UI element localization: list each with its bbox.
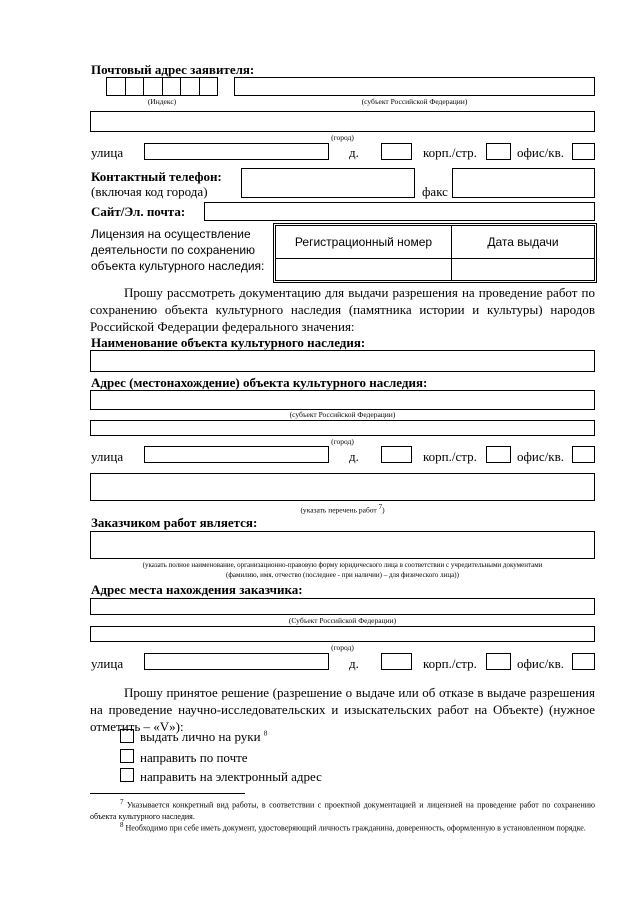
customer-caption-line2: (фамилию, имя, отчество (последнее - при наличии) – для физического лица)): [226, 571, 459, 579]
license-registration-number-cell[interactable]: [276, 259, 452, 281]
postal-city-field[interactable]: [90, 111, 595, 132]
object-address-house-field[interactable]: [381, 446, 412, 463]
object-name-title: Наименование объекта культурного наследия:: [91, 335, 366, 350]
customer-caption-line1: (указать полное наименование, организационно-правовую форму юридического лица в соответствии с учредительными документами: [142, 561, 543, 569]
customer-address-subject-field[interactable]: [90, 598, 595, 615]
object-name-field[interactable]: [90, 350, 595, 372]
footnote-separator: [90, 793, 245, 794]
object-address-house-label: д.: [349, 449, 359, 464]
postal-office-label: офис/кв.: [517, 145, 564, 160]
customer-address-building-label: корп./стр.: [423, 656, 477, 671]
contact-phone-title: Контактный телефон:: [91, 169, 222, 184]
postal-street-label: улица: [91, 145, 124, 160]
postal-building-label: корп./стр.: [423, 145, 477, 160]
decision-paragraph: Прошу принятое решение (разрешение о выдаче или об отказе в выдаче разрешения на проведение научно-исследовательских и изыскательских работ на Объекте) (нужное отметить – «V»):: [90, 685, 595, 734]
object-address-street-field[interactable]: [144, 446, 329, 463]
option-email-checkbox[interactable]: [120, 768, 134, 782]
object-address-city-field[interactable]: [90, 420, 595, 436]
option-by-mail-label: направить по почте: [140, 750, 248, 765]
object-address-subject-field[interactable]: [90, 390, 595, 410]
customer-address-street-field[interactable]: [144, 653, 329, 670]
postal-city-caption: (город): [331, 133, 354, 142]
license-table: [273, 223, 597, 283]
customer-address-office-label: офис/кв.: [517, 656, 564, 671]
customer-address-building-field[interactable]: [486, 653, 511, 670]
object-address-street-label: улица: [91, 449, 124, 464]
postal-street-field[interactable]: [144, 143, 329, 160]
customer-address-house-field[interactable]: [381, 653, 412, 670]
object-address-office-field[interactable]: [572, 446, 595, 463]
postal-building-field[interactable]: [486, 143, 511, 160]
license-label-line2: деятельности по сохранению: [91, 243, 256, 257]
postal-house-label: д.: [349, 145, 359, 160]
postal-house-field[interactable]: [381, 143, 412, 160]
site-email-field[interactable]: [204, 202, 595, 221]
object-address-building-label: корп./стр.: [423, 449, 477, 464]
site-email-label: Сайт/Эл. почта:: [91, 204, 186, 219]
customer-address-street-label: улица: [91, 656, 124, 671]
postal-index-field[interactable]: [106, 77, 218, 96]
customer-title: Заказчиком работ является:: [91, 515, 258, 530]
option-by-mail-checkbox[interactable]: [120, 749, 134, 763]
customer-address-office-field[interactable]: [572, 653, 595, 670]
license-label-line3: объекта культурного наследия:: [91, 259, 265, 273]
fax-label: факс: [422, 184, 448, 199]
customer-address-city-caption: (город): [331, 643, 354, 652]
works-list-caption: (указать перечень работ $^7$): [300, 503, 385, 515]
request-paragraph: Прошу рассмотреть документацию для выдачи разрешения на проведение работ по сохранению объекта культурного наследия (памятника истории и культуры) народов Российской Федерации федерального значения:: [90, 285, 595, 334]
postal-subject-caption: (субъект Российской Федерации): [361, 97, 468, 106]
contact-phone-field[interactable]: [241, 168, 415, 198]
customer-address-title: Адрес места нахождения заказчика:: [91, 582, 303, 597]
postal-office-field[interactable]: [572, 143, 595, 160]
postal-subject-field[interactable]: [234, 77, 595, 96]
object-address-title: Адрес (местонахождение) объекта культурного наследия:: [91, 375, 428, 390]
customer-field[interactable]: [90, 531, 595, 559]
works-list-field[interactable]: [90, 473, 595, 501]
option-in-person-label: выдать лично на руки $^8$: [140, 729, 268, 744]
license-issue-date-cell[interactable]: [452, 259, 595, 281]
customer-address-subject-caption: (Субъект Российской Федерации): [288, 616, 397, 625]
object-address-subject-caption: (субъект Российской Федерации): [289, 410, 396, 419]
option-in-person-checkbox[interactable]: [120, 729, 134, 743]
postal-address-title: Почтовый адрес заявителя:: [91, 62, 255, 77]
license-col-registration-number: Регистрационный номер: [276, 226, 452, 259]
footnote-7: $^7$ Указывается конкретный вид работы, в соответствии с проектной документацией и лицензией на проведение работ по сохранению объекта культурного наследия.: [90, 798, 596, 821]
object-address-city-caption: (город): [331, 437, 354, 446]
option-email-label: направить на электронный адрес: [140, 769, 322, 784]
footnote-8: $^8$ Необходимо при себе иметь документ, удостоверяющий личность гражданина, доверенность, оформленную в установленном порядке.: [120, 821, 586, 833]
object-address-office-label: офис/кв.: [517, 449, 564, 464]
license-label-line1: Лицензия на осуществление: [91, 227, 251, 241]
customer-address-city-field[interactable]: [90, 626, 595, 642]
license-col-issue-date: Дата выдачи: [452, 226, 595, 259]
customer-address-house-label: д.: [349, 656, 359, 671]
postal-index-caption: (Индекс): [147, 97, 177, 106]
fax-field[interactable]: [452, 168, 595, 198]
object-address-building-field[interactable]: [486, 446, 511, 463]
contact-phone-note: (включая код города): [91, 184, 208, 199]
